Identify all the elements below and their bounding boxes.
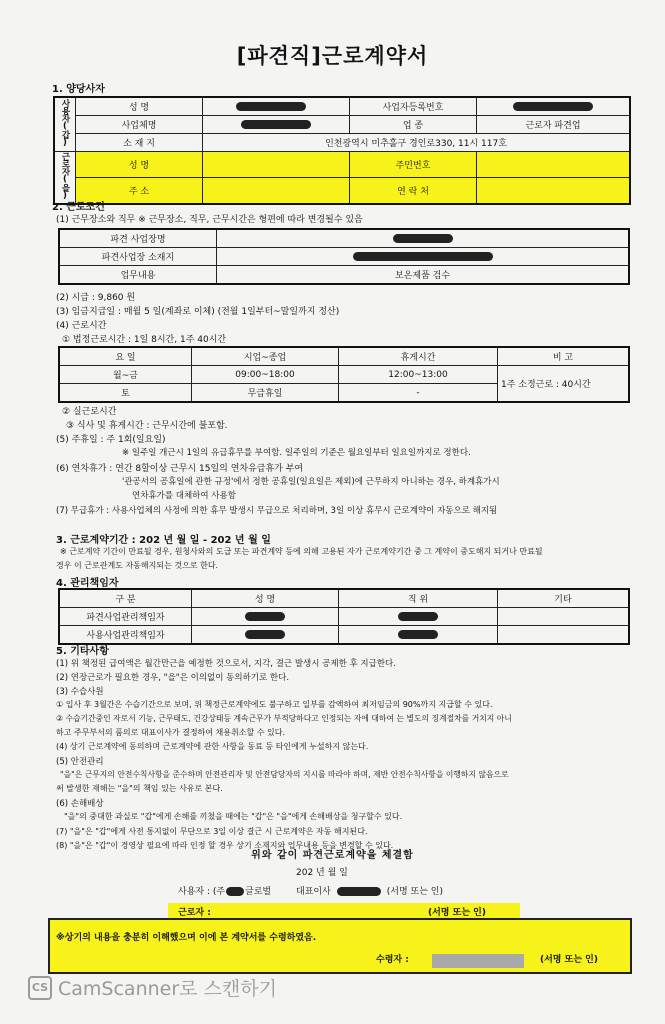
- employer-sign-line: 사용자 : (주 글로벌 대표이사 (서명 또는 인): [178, 887, 444, 897]
- manager-table: [58, 588, 630, 645]
- col-break: 휴게시간: [339, 347, 498, 366]
- other-7: (4) 상기 근로계약에 동의하며 근로계약에 관한 사항을 동료 등 타인에게 누설하지 않는다.: [56, 742, 369, 751]
- row2-break: -: [339, 384, 498, 403]
- section-5-heading: 5. 기타사항: [56, 646, 109, 657]
- dispatch-site-label: 파견 사업장명: [59, 229, 217, 248]
- weekly-holiday: (5) 주휴일 : 주 1회(일요일): [56, 435, 166, 445]
- col-category: 구 분: [59, 589, 192, 608]
- actual-hours: ② 실근로시간: [62, 407, 117, 417]
- recipient-name-field[interactable]: [432, 950, 524, 969]
- work-hours-heading: (4) 근로시간: [56, 321, 107, 331]
- section-2-heading: 2. 근로조건: [52, 202, 105, 213]
- worker-id-value[interactable]: [477, 152, 631, 178]
- col-manager-name: 성 명: [192, 589, 339, 608]
- address-label: 소 재 지: [76, 134, 203, 152]
- col-note: 비 고: [498, 347, 630, 366]
- row1-break: 12:00~13:00: [339, 366, 498, 384]
- row2-day: 토: [59, 384, 192, 403]
- user-manager-name: [192, 626, 339, 645]
- contract-period: 3. 근로계약기간 : 202 년 월 일 - 202 년 월 일: [56, 535, 271, 546]
- camscanner-watermark: [28, 974, 277, 1001]
- worker-sign-label: 근로자 :: [178, 908, 211, 918]
- employer-name-value: [203, 97, 350, 116]
- row2-hours: 무급휴일: [192, 384, 339, 403]
- recipient-sign-hint: (서명 또는 인): [540, 955, 598, 965]
- col-hours: 시업~종업: [192, 347, 339, 366]
- workplace-note: (1) 근무장소와 직무 ※ 근무장소, 직무, 근무시간은 형편에 따라 변경될수 있음: [56, 215, 363, 225]
- job-label: 업무내용: [59, 266, 217, 285]
- parties-table: [53, 96, 631, 205]
- dispatch-manager-name: [192, 608, 339, 626]
- job-value: 보온제품 검수: [217, 266, 630, 285]
- other-6: 하고 주무부서의 품의로 대표이사가 결정하여 채용취소할 수 있다.: [56, 728, 285, 737]
- dispatch-address-value: [217, 248, 630, 266]
- col-position: 직 위: [339, 589, 498, 608]
- industry-label: 업 종: [350, 116, 477, 134]
- biz-reg-value: [477, 97, 631, 116]
- pay-day: (3) 임금지급일 : 매월 5 일(계좌로 이체) (전월 1일부터~말일까지 정산): [56, 307, 340, 317]
- period-note-1: ※ 근로계약 기간이 만료될 경우, 원청사와의 도급 또는 파견계약 등에 의해 고용된 자가 근로계약기간 중 그 계약이 중도해지 되거나 만료될: [60, 547, 543, 556]
- section-4-heading: 4. 관리책임자: [56, 578, 119, 589]
- user-manager-etc: [498, 626, 630, 645]
- schedule-table: [58, 346, 630, 403]
- other-8: (5) 안전관리: [56, 757, 104, 767]
- dispatch-manager-label: 파견사업관리책임자: [59, 608, 192, 626]
- other-12: "을"의 중대한 과실로 "갑"에게 손해를 끼쳤을 때에는 "갑"은 "을"에게 손해배상을 청구할수 있다.: [64, 812, 403, 821]
- row1-hours: 09:00~18:00: [192, 366, 339, 384]
- workplace-table: [58, 228, 630, 285]
- hourly-wage: (2) 시급 : 9,860 원: [56, 293, 136, 303]
- worker-id-label: 주민번호: [350, 152, 477, 178]
- dispatch-address-label: 파견사업장 소재지: [59, 248, 217, 266]
- other-14: (8) "을"은 "갑"이 경영상 필요에 따라 인정 할 경우 상기 소재지와 업무내용 등을 변경할 수 있다.: [56, 841, 394, 850]
- worker-name-label: 성 명: [76, 152, 203, 178]
- weekly-hours-note: 1주 소정근로 : 40시간: [498, 366, 630, 403]
- employer-name-label: 성 명: [76, 97, 203, 116]
- worker-name-value[interactable]: [203, 152, 350, 178]
- worker-phone-value[interactable]: [477, 177, 631, 204]
- company-label: 사업체명: [76, 116, 203, 134]
- other-4: ① 입사 후 3월간은 수습기간으로 보며, 위 책정근로계약에도 불구하고 일부를 감액하여 최저임금의 90%까지 지급할 수 있다.: [56, 700, 493, 709]
- recipient-label: 수령자 :: [376, 955, 409, 965]
- unpaid-leave: (7) 무급휴가 : 사용사업체의 사정에 의한 휴무 발생시 무급으로 처리하며, 3일 이상 휴무시 근로계약이 자동으로 해지됨: [56, 506, 498, 516]
- closing-statement: 위와 같이 파견근로계약을 체결함: [251, 850, 414, 861]
- other-1: (1) 위 책정된 급여액은 월간만근을 예정한 것으로서, 지각, 결근 발생시 공제한 후 지급한다.: [56, 659, 396, 669]
- industry-value: 근로자 파견업: [477, 116, 631, 134]
- other-9: "을"은 근무지의 안전수칙사항을 준수하며 안전관리자 및 안전담당자의 지시를 따라야 하며, 제반 안전수칙사항을 이행하지 않음으로: [60, 770, 509, 779]
- dispatch-manager-etc: [498, 608, 630, 626]
- company-value: [203, 116, 350, 134]
- annual-leave-3: 연차휴가를 대체하여 사용함: [132, 491, 236, 501]
- worker-label: 근로자(을): [54, 152, 76, 205]
- user-manager-position: [339, 626, 498, 645]
- other-2: (2) 연장근로가 필요한 경우, "을"은 이의없이 동의하기로 한다.: [56, 673, 290, 683]
- col-day: 요 일: [59, 347, 192, 366]
- receipt-box: [48, 918, 632, 974]
- camscanner-logo-icon: CS: [28, 976, 52, 1000]
- other-13: (7) "을"은 "갑"에게 사전 통지없이 무단으로 3일 이상 결근 시 근로계약은 자동 해지된다.: [56, 827, 368, 836]
- address-value: 인천광역시 미추홀구 경인로330, 11시 117호: [203, 134, 631, 152]
- period-note-2: 경우 이 근로관계도 자동해지되는 것으로 한다.: [56, 561, 219, 570]
- other-10: 써 발생한 재해는 "을"의 책임 있는 사유로 본다.: [56, 784, 223, 793]
- section-1-heading: 1. 양당사자: [52, 84, 105, 95]
- receipt-statement: ※상기의 내용을 충분히 이해했으며 이에 본 계약서를 수령하였음.: [56, 933, 317, 943]
- worker-phone-label: 연 락 처: [350, 177, 477, 204]
- employer-label: 사용자(갑): [54, 97, 76, 152]
- weekly-holiday-note: ※ 일주일 개근시 1일의 유급휴무를 부여함. 일주일의 기준은 월요일부터 일요일까지로 정한다.: [122, 448, 471, 458]
- biz-reg-label: 사업자등록번호: [350, 97, 477, 116]
- worker-addr-label: 주 소: [76, 177, 203, 204]
- meal-break: ③ 식사 및 휴게시간 : 근무시간에 불포함.: [66, 421, 228, 431]
- legal-hours: ① 법정근로시간 : 1일 8시간, 1주 40시간: [62, 335, 227, 345]
- worker-addr-value[interactable]: [203, 177, 350, 204]
- closing-date: 202 년 월 일: [296, 868, 348, 878]
- col-etc: 기타: [498, 589, 630, 608]
- annual-leave: (6) 연차휴가 : 연간 8할이상 근무시 15일의 연차유급휴가 부여: [56, 464, 304, 474]
- other-3: (3) 수습사원: [56, 687, 104, 697]
- page-title: [파견직]근로계약서: [236, 44, 429, 68]
- dispatch-site-value: [217, 229, 630, 248]
- other-5: ② 수습기간중인 자로서 기능, 근무태도, 건강상태등 계속근무가 부적당하다고 인정되는 자에 대하여 는 별도의 징계절차를 거치지 아니: [56, 714, 512, 723]
- annual-leave-2: '관공서의 공휴일에 관한 규정'에서 정한 공휴일(일요일은 제외)에 근무하지 아니하는 경우, 하계휴가시: [122, 477, 500, 487]
- worker-sign-hint: (서명 또는 인): [428, 908, 486, 918]
- watermark-text: CamScanner로 스캔하기: [58, 978, 277, 1000]
- user-manager-label: 사용사업관리책임자: [59, 626, 192, 645]
- dispatch-manager-position: [339, 608, 498, 626]
- row1-day: 월~금: [59, 366, 192, 384]
- other-11: (6) 손해배상: [56, 799, 104, 809]
